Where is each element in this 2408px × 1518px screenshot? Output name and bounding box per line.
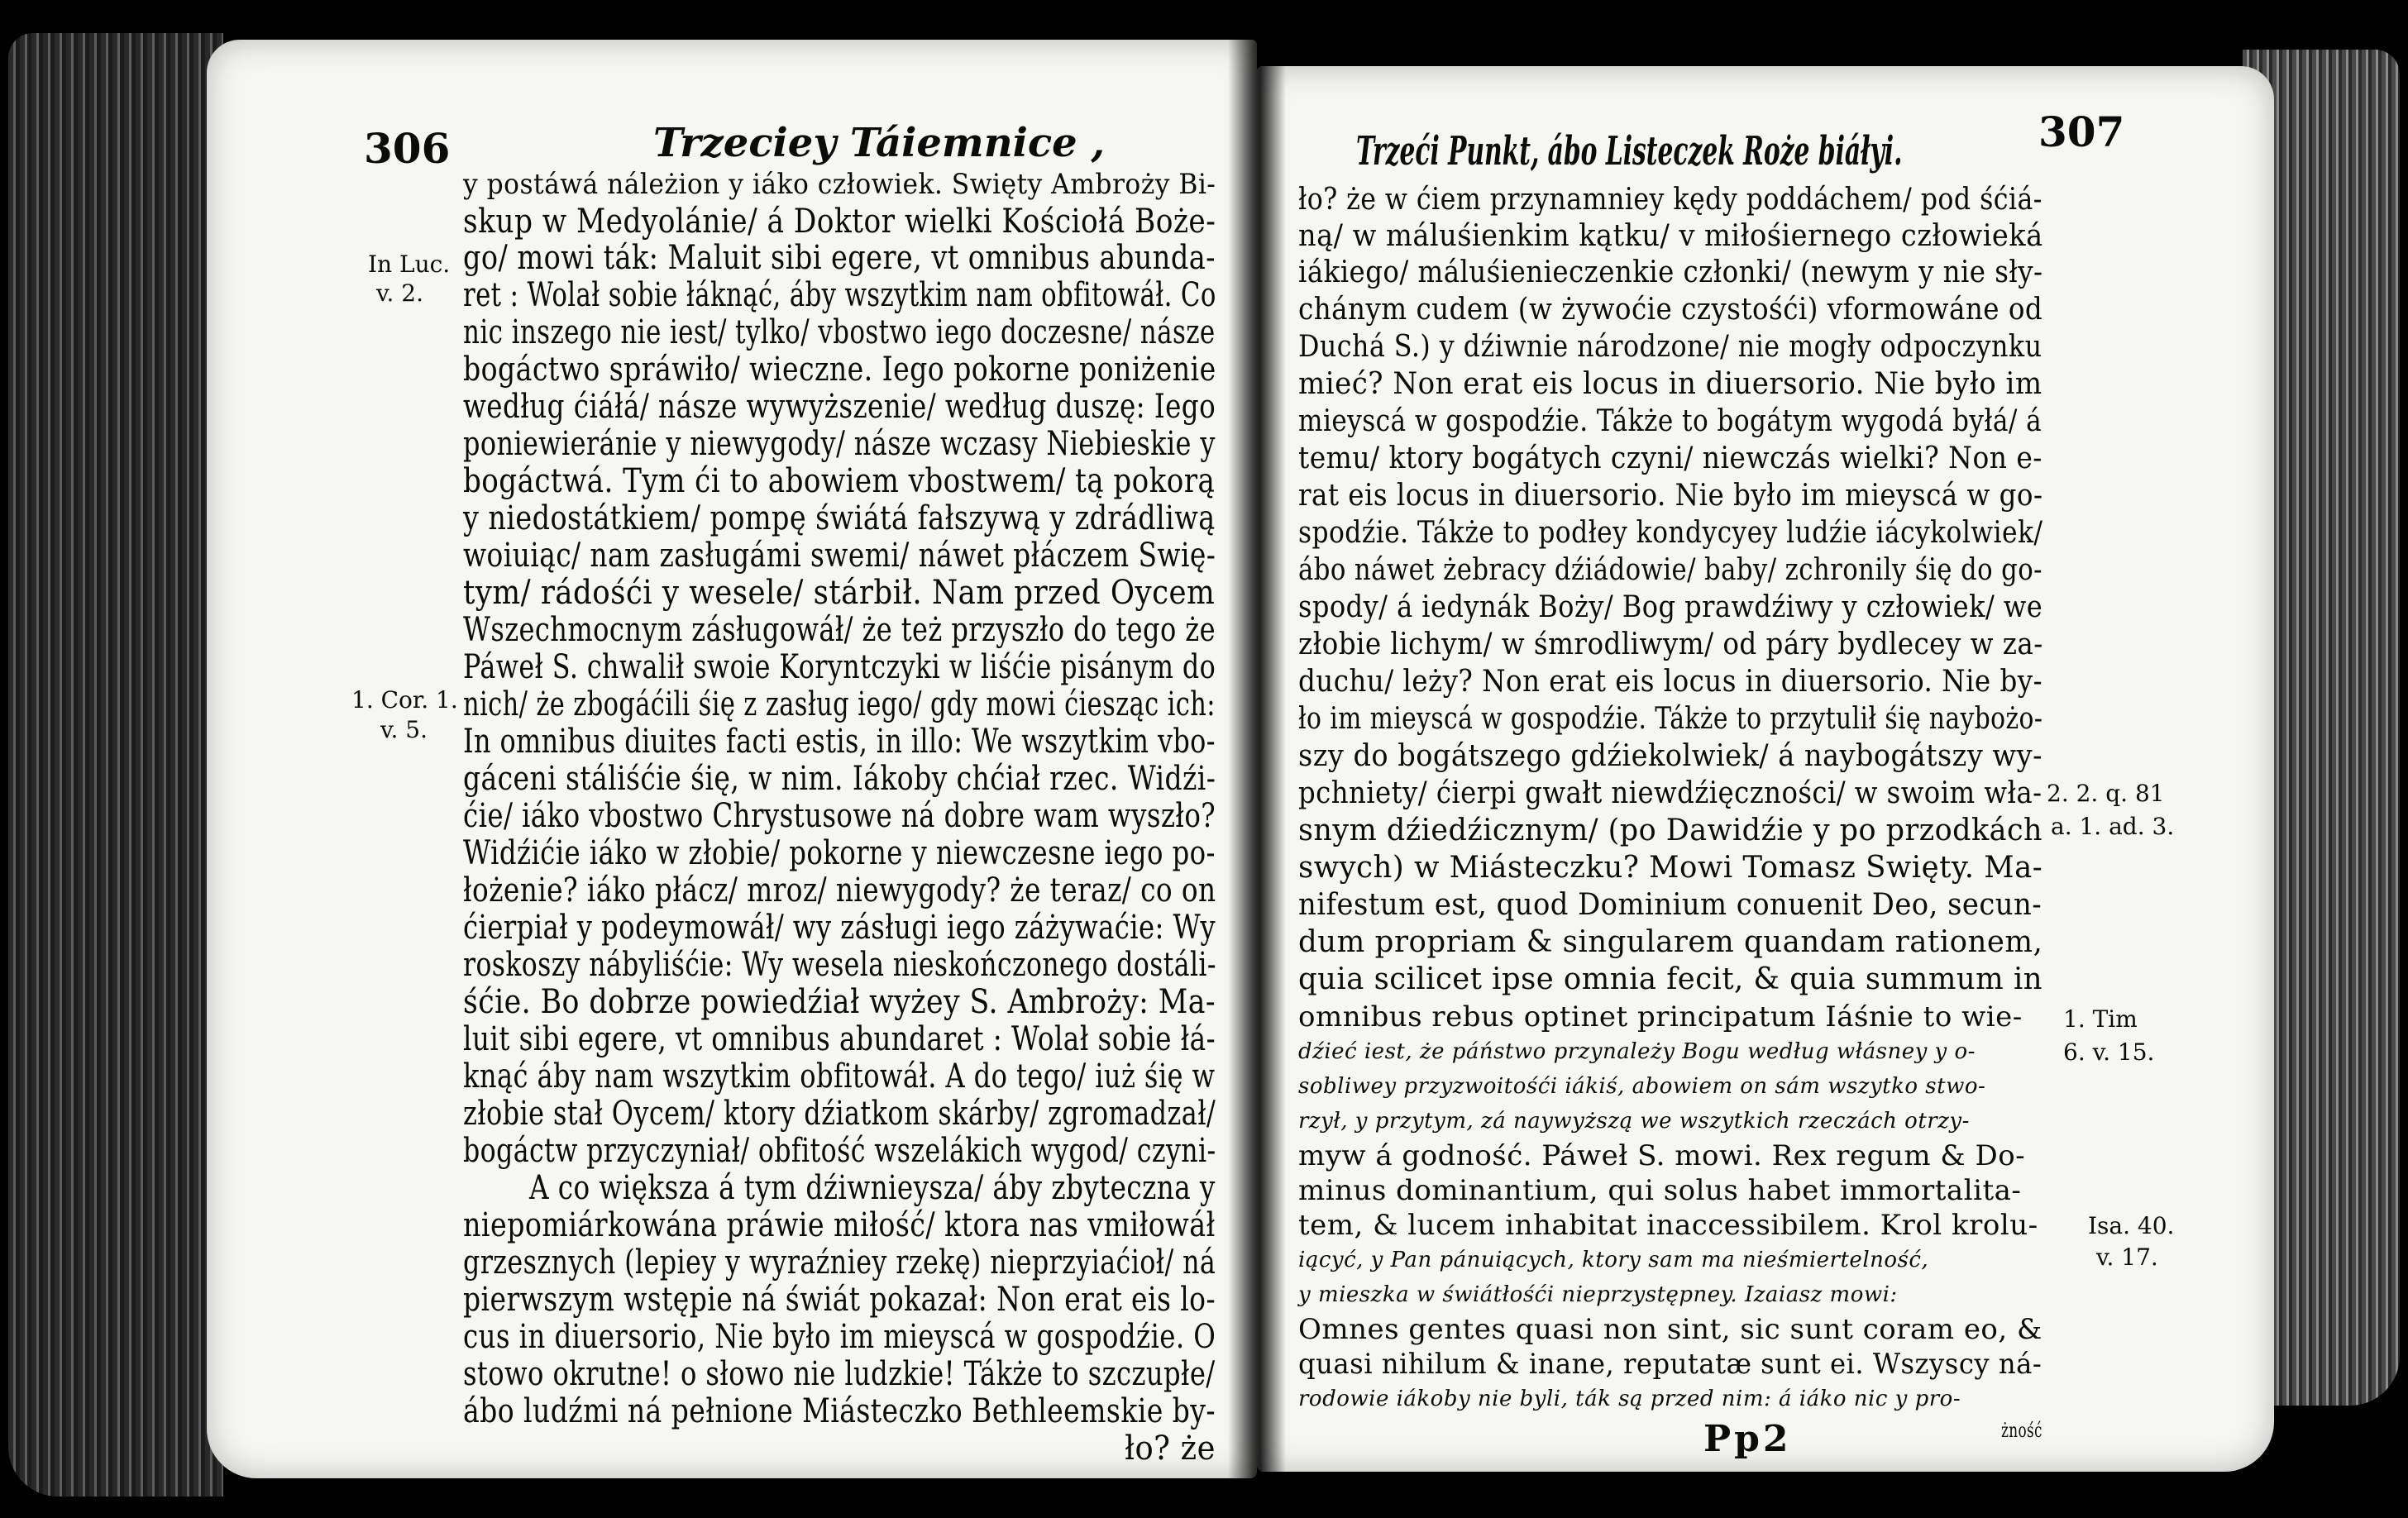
margin-note: 2. 2. q. 81 [2047,780,2165,807]
text-line: Wszechmocnym zásługowáł/ że też przyszło do tego że [463,611,1216,649]
running-head: Trzeciey Táiemnice , [653,120,1106,166]
text-line: tem, & lucem inhabitat inaccessibilem. Krol krolu- [1298,1209,2038,1242]
text-line: ábo náwet żebracy dźiádowie/ baby/ zchronily śię do go- [1298,553,2042,587]
text-line: ćie/ iáko vbostwo Chrystusowe ná dobre wam wyszło? [463,797,1216,835]
text-line: luit sibi egere, vt omnibus abundaret : Wolał sobie łá- [463,1020,1216,1058]
text-line: nic inszego nie iest/ tylko/ vbostwo iego doczesne/ násze [463,313,1216,351]
text-line: bogáctw przyczyniał/ obfitość wszelákich wygod/ czyni- [463,1132,1216,1170]
text-line: temu/ ktory bogátych czyni/ niewczás wielki? Non e- [1298,442,2042,475]
text-line: spody/ á iedynák Boży/ Bog prawdźiwy y człowiek/ we [1298,590,2043,624]
text-line: y postáwá náleżion y iáko człowiek. Swięty Ambroży Bi- [463,168,1216,201]
book-edge-left [8,33,223,1497]
text-line: minus dominantium, qui solus habet immortalita- [1298,1174,2022,1207]
text-line: złobie stał Oycem/ ktory dźiatkom skárby/ zgromadzał/ [463,1095,1216,1133]
text-line: pierwszym wstępie ná świát pokazał: Non erat eis lo- [463,1281,1216,1319]
text-line: stowo okrutne! o słowo nie ludzkie! Tákże to szczupłe/ [463,1355,1216,1393]
text-line: skup w Medyolánie/ á Doktor wielki Kościołá Boże- [463,203,1216,241]
text-line: iákiego/ máluśienieczenkie członki/ (newym y nie sły- [1298,255,2043,289]
margin-note: a. 1. ad. 3. [2051,813,2175,840]
text-line: roskoszy nábyliśćie: Wy wesela nieskończonego dostáli- [463,946,1216,984]
margin-note: v. 5. [380,716,428,743]
text-line: poniewieránie y niewygody/ násze wczasy Niebieskie y [463,425,1216,463]
text-line: Omnes gentes quasi non sint, sic sunt coram eo, & [1298,1313,2042,1346]
text-line: grzesznych (lepiey y wyraźniey rzekę) nieprzyiaćioł/ ná [463,1244,1216,1282]
text-line: omnibus rebus optinet principatum Iáśnie to wie- [1298,1000,2023,1033]
margin-note: Isa. 40. [2088,1212,2175,1239]
text-line: snym dźiedźicznym/ (po Dawidźie y po przodkách [1298,814,2043,847]
text-line: spodźie. Tákże to podłey kondycyey ludźie iácykolwiek/ [1298,516,2043,550]
text-line: y niedostátkiem/ pompę świátá fałszywą y zdrádliwą [463,499,1216,537]
text-line: chánym cudem (w żywoćie czystośći) vformowáne od [1298,293,2043,327]
text-line: dźieć iest, że páństwo przynależy Bogu według włásney y o- [1298,1039,1976,1064]
text-line: niepomiárkowána práwie miłość/ ktora nas vmiłowáł [463,1206,1216,1244]
signature-mark: Pp2 [1703,1418,1792,1460]
text-line: swych) w Miásteczku? Mowi Tomasz Swięty. Ma- [1298,851,2043,885]
margin-note: 1. Tim [2063,1005,2138,1033]
catchword: żność [2001,1419,2042,1442]
text-line: złobie lichym/ w śmrodliwym/ od páry bydlecey w za- [1298,628,2043,661]
text-line: ło im mieyscá w gospodźie. Tákże to przytulił śię naybożo- [1298,702,2043,736]
text-line: dum propriam & singularem quandam rationem, [1298,925,2043,959]
margin-note: v. 2. [376,279,424,307]
text-line: knąć áby nam wszytkim obfitowáł. A do tego/ iuż śię w [463,1057,1216,1096]
text-line: A co większa á tym dźiwnieysza/ áby zbyteczna y [529,1169,1216,1207]
text-line: duchu/ leży? Non erat eis locus in diuersorio. Nie by- [1298,665,2043,699]
text-line: ábo ludźmi ná pełnione Miásteczko Bethleemskie by- [463,1392,1216,1430]
catchword: ło? że [1125,1430,1216,1468]
text-line: go/ mowi ták: Maluit sibi egere, vt omnibus abunda- [463,239,1216,277]
text-line: ret : Wolał sobie łáknąć, áby wszytkim nam obfitowáł. Co [463,276,1216,314]
text-line: ło? że w ćiem przynamniey kędy poddáchem/ pod śćiá- [1298,183,2042,217]
text-line: myw á godność. Páweł S. mowi. Rex regum & Do- [1298,1139,2026,1172]
text-line: In omnibus diuites facti estis, in illo: We wszytkim vbo- [463,723,1216,761]
text-line: ną/ w máluśienkim kątku/ v miłośiernego człowieká [1298,219,2043,253]
text-line: cus in diuersorio, Nie było im mieyscá w gospodźie. O [463,1318,1216,1356]
text-line: śćie. Bo dobrze powiedźiał wyżey S. Ambroży: Ma- [463,983,1216,1021]
text-line: bogáctwá. Tym ći to abowiem vbostwem/ tą pokorą [463,462,1216,500]
text-line: szy do bogátszego gdźiekolwiek/ á naybogátszy wy- [1298,739,2042,773]
text-line: iącyć, y Pan pánuiących, ktory sam ma nieśmiertelność, [1298,1248,1929,1272]
page-number: 306 [364,124,451,173]
margin-note: 1. Cor. 1. [351,686,458,714]
text-line: gáceni stáliśćie śię, w nim. Iákoby chćiał rzec. Widźi- [463,760,1216,798]
margin-note: v. 17. [2096,1244,2158,1271]
text-line: sobliwey przyzwoitośći iákiś, abowiem on sám wszytko stwo- [1298,1074,1986,1099]
text-line: ćierpiał y podeymowáł/ wy zásługi iego záżywaćie: Wy [463,909,1216,947]
margin-note: In Luc. [368,251,451,278]
text-line: rodowie iákoby nie byli, ták są przed nim: á iáko nic y pro- [1298,1387,1961,1411]
text-line: rat eis locus in diuersorio. Nie było im mieyscá w go- [1298,479,2043,513]
text-line: Widźićie iáko w złobie/ pokorne y niewczesne iego po- [463,834,1216,872]
text-line: woiuiąc/ nam zasługámi swemi/ náwet płáczem Swię- [463,537,1216,575]
text-line: łożenie? iáko płácz/ mroz/ niewygody? że teraz/ co on [463,871,1216,909]
text-line: quia scilicet ipse omnia fecit, & quia summum in [1298,962,2043,996]
text-line: y mieszka w świátłośći nieprzystępney. Izaiasz mowi: [1298,1282,1898,1307]
text-line: tym/ rádośći y wesele/ stárbił. Nam przed Oycem [463,574,1216,612]
text-line: według ćiáłá/ násze wywyższenie/ według duszę: Iego [463,388,1216,426]
text-line: mieć? Non erat eis locus in diuersorio. Nie było im [1298,367,2042,401]
text-line: Páweł S. chwalił swoie Koryntczyki w liśćie pisánym do [463,648,1216,686]
text-line: bogáctwo spráwiło/ wieczne. Iego pokorne poniżenie [463,351,1216,389]
text-line: nich/ że zbogáćili śię z zasług iego/ gdy mowi ćiesząc ich: [463,685,1216,723]
text-line: rzył, y przytym, zá naywyższą we wszytkich rzeczách otrzy- [1298,1109,1970,1134]
text-line: pchniety/ ćierpi gwałt niewdźięczności/ w swoim wła- [1298,776,2042,810]
text-line: nifestum est, quod Dominium conuenit Deo, secun- [1298,888,2042,922]
book-gutter [1228,33,1286,1488]
margin-note: 6. v. 15. [2063,1038,2155,1066]
page-number: 307 [2038,107,2125,156]
running-head: Trzeći Punkt, ábo Listeczek Roże biáłyi. [1356,128,1903,174]
text-line: quasi nihilum & inane, reputatæ sunt ei. Wszyscy ná- [1298,1348,2042,1381]
text-line: Duchá S.) y dźiwnie národzone/ nie mogły odpoczynku [1298,330,2042,364]
text-line: mieyscá w gospodźie. Tákże to bogátym wygodá byłá/ á [1298,404,2042,438]
